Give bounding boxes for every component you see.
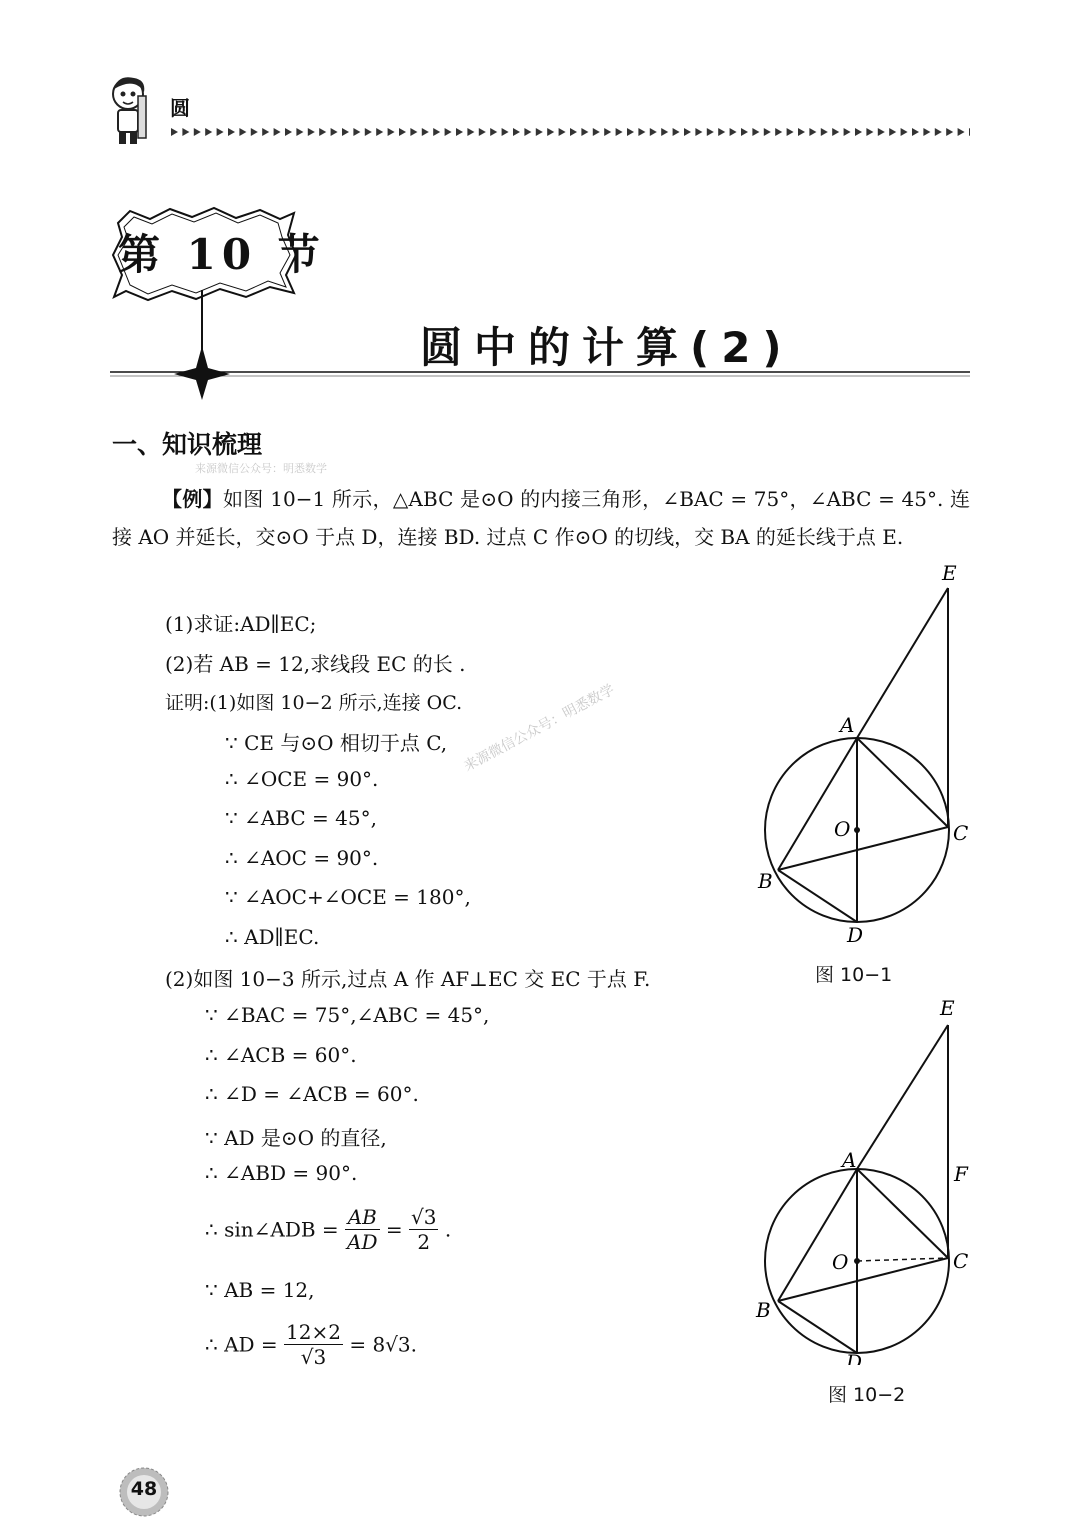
- section-title: 圆中的计算(2): [420, 323, 794, 372]
- mascot-logo: [104, 72, 162, 146]
- proof-line: ∵ AD 是⊙O 的直径,: [205, 1126, 387, 1150]
- figure-caption: 图 10−2: [828, 1384, 906, 1406]
- proof-line: ∴ ∠ACB = 60°.: [205, 1043, 357, 1067]
- proof-line: ∴ ∠D = ∠ACB = 60°.: [205, 1082, 419, 1106]
- watermark-diagonal: 来源微信公众号：明悉数学: [461, 681, 618, 775]
- point-label: E: [942, 561, 957, 585]
- sin-equation-lhs: ∴ sin∠ADB =: [205, 1217, 339, 1242]
- question-2: (2)若 AB = 12,求线段 EC 的长 .: [165, 652, 466, 676]
- point-label: B: [756, 1298, 771, 1322]
- example-label: 【例】: [162, 487, 223, 511]
- sin-equation: ∴ sin∠ADB = $\frac{AB}{AD}$ = $\frac{√3}{2}$ .: [205, 1205, 452, 1254]
- proof-line: ∴ ∠AOC = 90°.: [225, 846, 379, 870]
- figure-10-2-diagram: [750, 995, 980, 1365]
- point-label: A: [840, 713, 855, 737]
- point-label: B: [758, 869, 773, 893]
- example-text: 如图 10−1 所示，△ABC 是⊙O 的内接三角形，∠BAC = 75°，∠ABC = 45°. 连接 AO 并延长，交⊙O 于点 D，连接 BD. 过点 C 作⊙O 的切线，交 BA 的延长线于点 E.: [112, 487, 971, 549]
- proof-line: ∴ AD∥EC.: [225, 925, 320, 949]
- section-heading: 一、知识梳理: [112, 430, 263, 459]
- point-label: C: [953, 821, 969, 845]
- proof-line: ∵ ∠AOC+∠OCE = 180°,: [225, 885, 471, 909]
- proof-line: ∵ AB = 12,: [205, 1278, 315, 1302]
- proof-line: ∵ CE 与⊙O 相切于点 C,: [225, 731, 448, 755]
- proof-line: ∴ ∠ABD = 90°.: [205, 1161, 358, 1185]
- fraction: $\frac{12\times 2}{√3}$: [286, 1320, 341, 1369]
- figure-10-2: [750, 995, 980, 1365]
- point-label: O: [834, 817, 851, 841]
- ad-equation-lhs: ∴ AD =: [205, 1332, 278, 1357]
- question-1: (1)求证:AD∥EC;: [165, 612, 317, 636]
- chapter-title: 圆: [170, 96, 190, 120]
- ad-equation: ∴ AD = $\frac{12\times 2}{√3}$ = 8√3.: [205, 1320, 418, 1369]
- fraction: $\frac{AB}{AD}$: [347, 1205, 378, 1254]
- proof-line: ∵ ∠BAC = 75°,∠ABC = 45°,: [205, 1003, 490, 1027]
- proof-line: (2)如图 10−3 所示,过点 A 作 AF⊥EC 交 EC 于点 F.: [165, 967, 651, 991]
- point-label: F: [954, 1162, 968, 1186]
- fraction: $\frac{√3}{2}$: [411, 1205, 437, 1254]
- point-label: D: [846, 1350, 863, 1365]
- watermark: 来源微信公众号：明悉数学: [195, 462, 327, 475]
- point-label: E: [940, 996, 955, 1020]
- point-label: A: [842, 1148, 857, 1172]
- point-label: C: [953, 1249, 969, 1273]
- figure-10-1: [750, 560, 980, 950]
- proof-line: ∴ ∠OCE = 90°.: [225, 767, 379, 791]
- example-paragraph: [112, 480, 970, 556]
- proof-line: 证明:(1)如图 10−2 所示,连接 OC.: [165, 692, 463, 714]
- proof-line: ∵ ∠ABC = 45°,: [225, 806, 377, 830]
- figure-caption: 图 10−1: [815, 964, 893, 986]
- header-arrow-rule: [170, 126, 970, 138]
- point-label: O: [832, 1250, 849, 1274]
- point-label: D: [847, 923, 864, 947]
- page-number: 48: [130, 1478, 158, 1500]
- section-badge: 第 10 节: [118, 230, 326, 279]
- figure-10-1-diagram: [750, 560, 980, 950]
